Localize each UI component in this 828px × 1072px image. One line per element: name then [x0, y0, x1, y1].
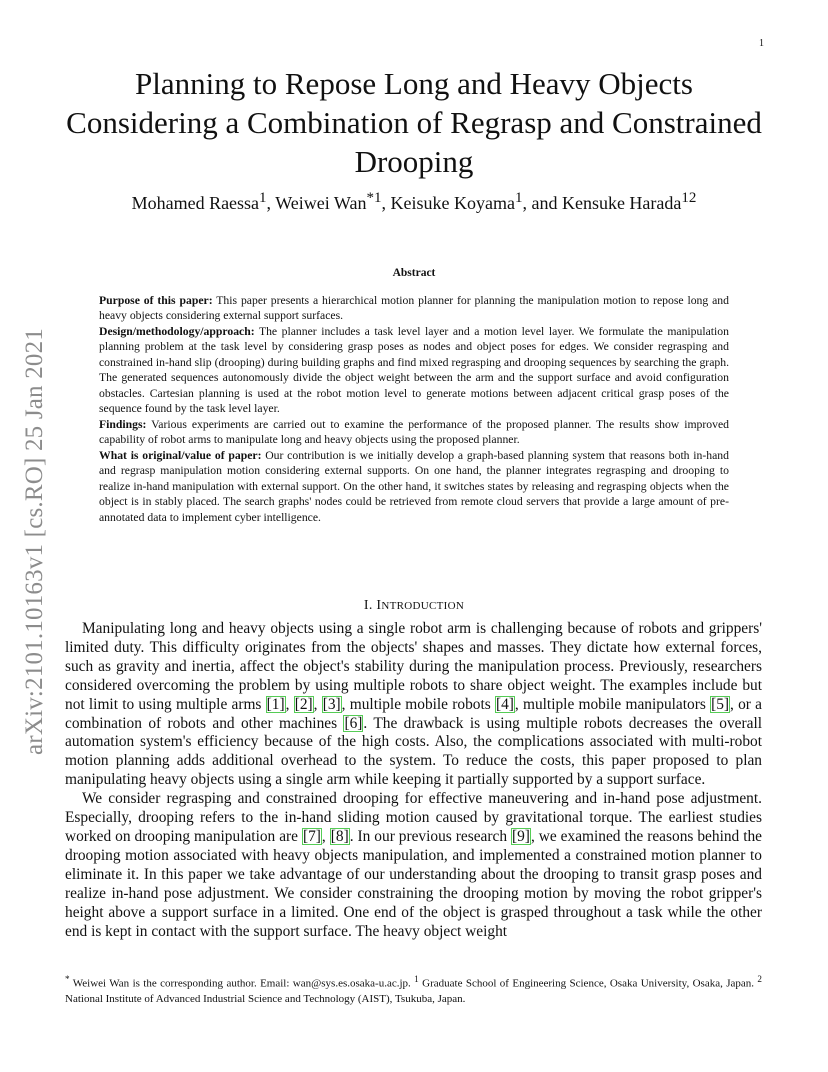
abstract-label: Purpose of this paper: — [99, 293, 213, 307]
body-paragraph — [65, 790, 762, 941]
footnote-text: Weiwei Wan is the corresponding author. Email: wan@sys.es.osaka-u.ac.jp. — [69, 977, 415, 990]
abstract-purpose — [99, 293, 729, 324]
affiliation-mark: 1 — [514, 190, 523, 206]
citation-link[interactable]: [8] — [330, 827, 349, 845]
affiliation-mark: 12 — [681, 190, 697, 206]
author-name: Mohamed Raessa — [131, 193, 260, 213]
citation-link[interactable]: [2] — [294, 695, 313, 713]
citation-link[interactable]: [4] — [495, 695, 514, 713]
abstract-label: Findings: — [99, 417, 147, 431]
author-name: Kensuke Harada — [561, 193, 682, 213]
body-text: , — [285, 695, 294, 713]
citation-link[interactable]: [6] — [344, 714, 363, 732]
citation-link[interactable]: [9] — [511, 827, 530, 845]
section-number: I. — [363, 598, 377, 613]
footnote-text: Graduate School of Engineering Science, Osaka University, Osaka, Japan. — [418, 977, 758, 990]
footnote-mark: * — [65, 974, 70, 984]
abstract-heading: Abstract — [392, 267, 436, 279]
body-text: . The drawback is using multiple robots decreases the overall automation system's efficiency because of the high costs. Also, the complications associated with multi-robot motion planning adds additional overhead to the system. To reduce the costs, this paper proposed to plan manipulating heavy objects using a single arm while keeping it partially supported by a support surface. — [65, 714, 762, 789]
citation-link[interactable]: [3] — [322, 695, 341, 713]
author-list — [64, 190, 764, 214]
citation-link[interactable]: [5] — [711, 695, 730, 713]
abstract-text: The planner includes a task level layer and a motion level layer. We formulate the manipulation planning problem at the task level by considering grasp poses as nodes and object poses for edges. We consider regrasping and constrained in-hand slip (drooping) during building graphs and find mixed regrasping and drooping sequences by searching the graph. The generated sequences autonomously divide the object weight between the arm and the support surface and avoid configuration obstacles. Cartesian planning is used at the robot motion level to generate motions between adjacent critical grasp poses of the sequence found by the task level layer. — [99, 324, 729, 415]
footnote-text: National Institute of Advanced Industrial Science and Technology (AIST), Tsukuba, Japan. — [65, 992, 466, 1005]
footnote-mark: 1 — [414, 974, 419, 984]
section-title-initial: I — [376, 598, 382, 613]
affiliation-mark: 1 — [259, 190, 267, 206]
introduction-body — [65, 620, 762, 941]
body-text: Manipulating long and heavy objects using a single robot arm is challenging because of robots and grippers' limited duty. This difficulty originates from the objects' shapes and masses. They dictate how external forces, such as gravity and inertia, affect the object's stability during the manipulation process. Previously, researchers considered overcoming the problem by using multiple robots to share object weight. The examples include but not limit to using multiple arms — [65, 620, 762, 713]
citation-link[interactable]: [1] — [266, 695, 285, 713]
affiliation-mark: *1 — [366, 190, 382, 206]
body-paragraph — [65, 620, 762, 790]
abstract-text: Various experiments are carried out to examine the performance of the proposed planner. The results show improved capability of robot arms to manipulate long and heavy objects using the proposed planner. — [99, 417, 729, 446]
abstract-label: What is original/value of paper: — [99, 448, 262, 462]
abstract-design — [99, 324, 729, 417]
body-text: , multiple mobile manipulators — [514, 695, 711, 713]
section-title-rest: NTRODUCTION — [381, 600, 465, 612]
abstract-text: This paper presents a hierarchical motion planner for planning the manipulation motion to repose long and heavy objects considering external support surfaces. — [99, 293, 729, 322]
section-heading-introduction — [64, 598, 764, 614]
author-name: Weiwei Wan — [275, 193, 367, 213]
body-text: . In our previous research — [349, 827, 511, 845]
body-text: , we examined the reasons behind the drooping motion associated with heavy objects manipulation, and implemented a constrained motion planner to eliminate it. In this paper we take advantage of our understanding about the drooping to transit grasp poses and realize in-hand pose adjustment. We consider constraining the drooping motion by moving the robot gripper's height above a support surface in a limited. One end of the object is grasped throughout a task while the other end is kept in contact with the support surface. The heavy object weight — [65, 827, 763, 940]
author-separator: , — [266, 193, 276, 213]
body-text: , multiple mobile robots — [341, 695, 495, 713]
paper-title: Planning to Repose Long and Heavy Objects Considering a Combination of Regrasp and Constrained Drooping — [66, 66, 762, 179]
abstract-text: Our contribution is we initially develop a graph-based planning system that reasons both in-hand and regrasp manipulation motion considering external supports. On one hand, the planner integrates regrasping and drooping to realize in-hand manipulation with external support. On the other hand, it switches states by releasing and regrasping objects when the object is in stably placed. The search graphs' nodes could be retrieved from remote cloud servers that provide a large amount of pre-annotated data to implement cyber intelligence. — [99, 448, 729, 524]
body-text: , — [313, 695, 322, 713]
footnote-mark: 2 — [757, 974, 762, 984]
footnote — [65, 972, 762, 1007]
abstract-label: Design/methodology/approach: — [99, 324, 255, 338]
author-separator: , — [381, 193, 391, 213]
page-number: 1 — [759, 38, 764, 49]
arxiv-identifier: arXiv:2101.10163v1 [cs.RO] 25 Jan 2021 — [21, 328, 48, 755]
body-text: , or a combination of robots and other machines — [65, 695, 762, 732]
author-separator: , and — [522, 193, 562, 213]
author-name: Keisuke Koyama — [390, 193, 515, 213]
abstract-findings — [99, 417, 729, 448]
abstract — [99, 266, 729, 525]
citation-link[interactable]: [7] — [302, 827, 321, 845]
body-text: We consider regrasping and constrained drooping for effective maneuvering and in-hand pose adjustment. Especially, drooping refers to the in-hand sliding motion caused by gravitational torque. The earliest studies worked on drooping manipulation are — [65, 790, 762, 845]
body-text: , — [321, 827, 330, 845]
abstract-originality — [99, 448, 729, 526]
